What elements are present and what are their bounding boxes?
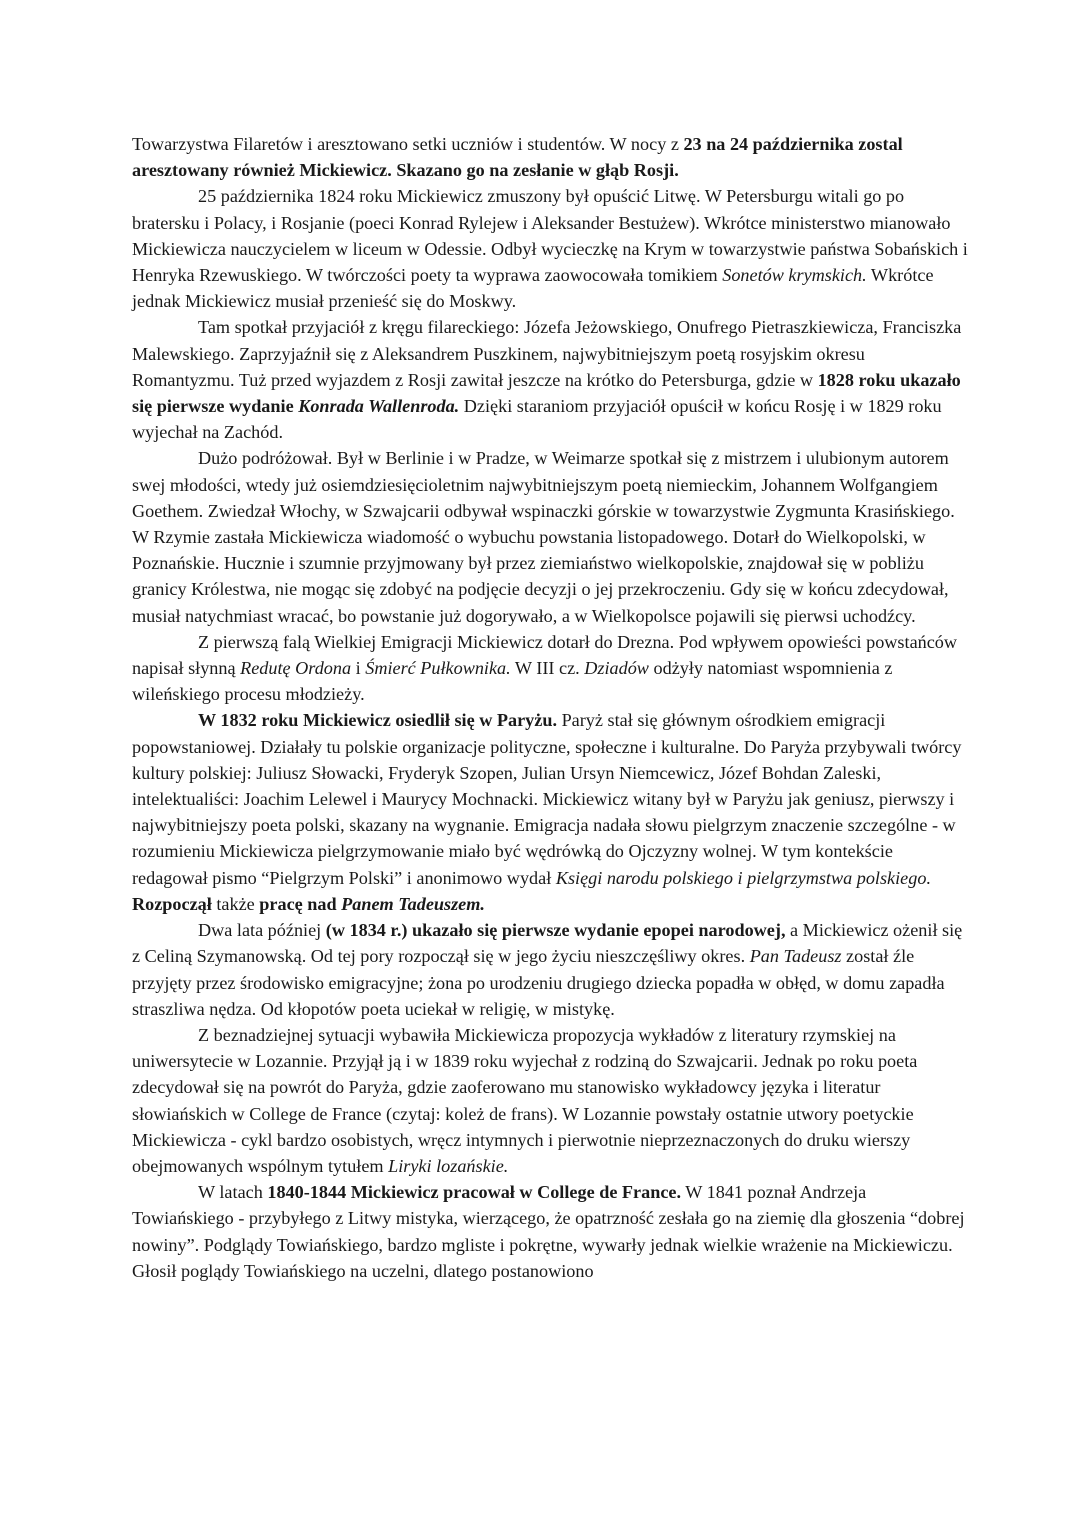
text-run: Towarzystwa Filaretów i aresztowano setki uczniów i studentów. W nocy z: [132, 134, 684, 154]
paragraph: [132, 917, 970, 1022]
text-run-bold: 23 na 24 października zostal aresztowany również Mickiewicz. Skazano go na zesłanie w głąb Rosji.: [132, 134, 903, 181]
paragraph: [132, 183, 970, 314]
text-run: i: [351, 658, 366, 679]
text-run: W latach: [198, 1182, 268, 1203]
text-run: Z beznadziejnej sytuacji wybawiła Mickiewicza propozycja wykładów z literatury rzymskiej na uniwersytecie w Lozannie. Przyjął ją i w 1839 roku wyjechał z rodziną do Szwajcarii. Jednak po roku poeta zdecydował się na powrót do Paryża, gdzie zaoferowano mu stanowisko wykładowcy języka i literatur słowiańskich w College de France (czytaj: koleż de frans). W Lozannie powstały ostatnie utwory poetyckie Mickiewicza - cykl bardzo osobistych, wręcz intymnych i pierwotnie nieprzeznaczonych do druku wierszy obejmowanych wspólnym tytułem: [132, 1024, 918, 1176]
text-run-italic: Dziadów: [584, 658, 649, 679]
text-run-italic: Redutę Ordona: [240, 658, 352, 679]
paragraph: [132, 1022, 970, 1179]
text-run: odżyły natomiast wspomnienia z wileńskiego procesu młodzieży.: [132, 658, 893, 705]
text-run-italic: Księgi narodu polskiego i pielgrzymstwa polskiego.: [555, 867, 931, 888]
text-run: Dwa lata później: [198, 920, 326, 941]
paragraph: [132, 629, 970, 708]
paragraph: [132, 707, 970, 917]
text-run-bold: 1828 roku ukazało się pierwsze wydanie: [132, 369, 961, 417]
text-run: a Mickiewicz ożenił się z Celiną Szymanowską. Od tej pory rozpoczął się w jego życiu nieszczęśliwy okres.: [132, 920, 963, 967]
paragraph: [132, 314, 970, 445]
text-run: W 1841 poznał Andrzeja Towiańskiego - przybyłego z Litwy mistyka, wierzącego, że opatrzność zesłała go na ziemię dla głoszenia “dobrej nowiny”. Podglądy Towiańskiego, bardzo mgliste i pokrętne, wywarły jednak wielkie wrażenie na Mickiewiczu. Głosił poglądy Towiańskiego na uczelni, dlatego postanowiono: [132, 1182, 965, 1281]
text-run: Tam spotkał przyjaciół z kręgu filareckiego: Józefa Jeżowskiego, Onufrego Pietraszkiewicza, Franciszka Malewskiego. Zaprzyjaźnił się z Aleksandrem Puszkinem, najwybitniejszym poetą rosyjskim okresu Romantyzmu. Tuż przed wyjazdem z Rosji zawitał jeszcze na krótko do Petersburga, gdzie w: [132, 317, 962, 390]
text-run-bold-italic: Konrada Wallenroda.: [298, 396, 460, 417]
text-run-italic: Liryki lozańskie.: [388, 1155, 509, 1176]
text-run: Z pierwszą falą Wielkiej Emigracji Mickiewicz dotarł do Drezna. Pod wpływem opowieści powstańców napisał słynną: [132, 631, 958, 679]
paragraph: [132, 1179, 970, 1284]
text-run: także: [211, 893, 260, 914]
text-run-bold: W 1832 roku Mickiewicz osiedlił się w Paryżu.: [198, 710, 558, 731]
text-run: 25 października 1824 roku Mickiewicz zmuszony był opuścić Litwę. W Petersburgu witali go po bratersku i Polacy, i Rosjanie (poeci Konrad Rylejew i Aleksander Bestużew). Wkrótce ministerstwo mianowało Mickiewicza nauczycielem w liceum w Odessie. Odbył wycieczkę na Krym w towarzystwie państwa Sobańskich i Henryka Rzewuskiego. W twórczości poety ta wyprawa zaowocowała tomikiem: [132, 186, 968, 286]
text-run: został źle przyjęty przez środowisko emigracyjne; żona po urodzeniu drugiego dziecka popadła w obłęd, w domu zapadła straszliwa nędza. Od kłopotów poeta uciekał w religię, w mistykę.: [132, 946, 945, 1019]
text-run-bold: Rozpoczął: [132, 893, 212, 914]
text-run-bold: pracę nad: [259, 893, 342, 914]
paragraph: [132, 445, 970, 628]
text-run-italic: Sonetów krymskich.: [722, 265, 867, 286]
text-run-italic: Pan Tadeusz: [749, 946, 842, 967]
text-run: Wkrótce jednak Mickiewicz musiał przenieść się do Moskwy.: [132, 265, 934, 312]
text-run-italic: Śmierć Pułkownika.: [365, 658, 511, 679]
paragraph: [132, 131, 970, 183]
text-run-bold-italic: Panem Tadeuszem.: [341, 893, 485, 914]
text-run: Dzięki staraniom przyjaciół opuścił w końcu Rosję i w 1829 roku wyjechał na Zachód.: [132, 396, 942, 443]
text-run-bold: (w 1834 r.) ukazało się pierwsze wydanie epopei narodowej,: [325, 920, 786, 941]
text-run: Dużo podróżował. Był w Berlinie i w Pradze, w Weimarze spotkał się z mistrzem i ulubionym autorem swej młodości, wtedy już osiemdziesięcioletnim najwybitniejszym poetą niemieckim, Johannem Wolfgangiem Goethem. Zwiedzał Włochy, w Szwajcarii odbywał wspinaczki górskie w towarzystwie Zygmunta Krasińskiego. W Rzymie zastała Mickiewicza wiadomość o wybuchu powstania listopadowego. Dotarł do Wielkopolski, w Poznańskie. Hucznie i szumnie przyjmowany był przez ziemiaństwo wielkopolskie, znajdował się w pobliżu granicy Królestwa, nie mogąc się zdobyć na podjęcie decyzji o jej przekroczeniu. Gdy się w końcu zdecydował, musiał natychmiast wracać, bo powstanie już dogorywało, a w Wielkopolsce pojawili się pierwsi uchodźcy.: [132, 448, 955, 626]
text-run-bold: 1840-1844 Mickiewicz pracował w College de France.: [267, 1182, 682, 1203]
text-run: W III cz.: [510, 658, 585, 679]
document-body: [132, 131, 970, 1284]
text-run: Paryż stał się głównym ośrodkiem emigracji popowstaniowej. Działały tu polskie organizacje polityczne, społeczne i kulturalne. Do Paryża przybywali twórcy kultury polskiej: Juliusz Słowacki, Fryderyk Szopen, Julian Ursyn Niemcewicz, Józef Bohdan Zaleski, intelektualiści: Joachim Lelewel i Maurycy Mochnacki. Mickiewicz witany był w Paryżu jak geniusz, pierwszy i najwybitniejszy poeta polski, skazany na wygnanie. Emigracja nadała słowu pielgrzym znaczenie szczególne - w rozumieniu Mickiewicza pielgrzymowanie miało być wędrówką do Ojczyzny wolnej. W tym kontekście redagował pismo “Pielgrzym Polski” i anonimowo wydał: [132, 710, 962, 888]
